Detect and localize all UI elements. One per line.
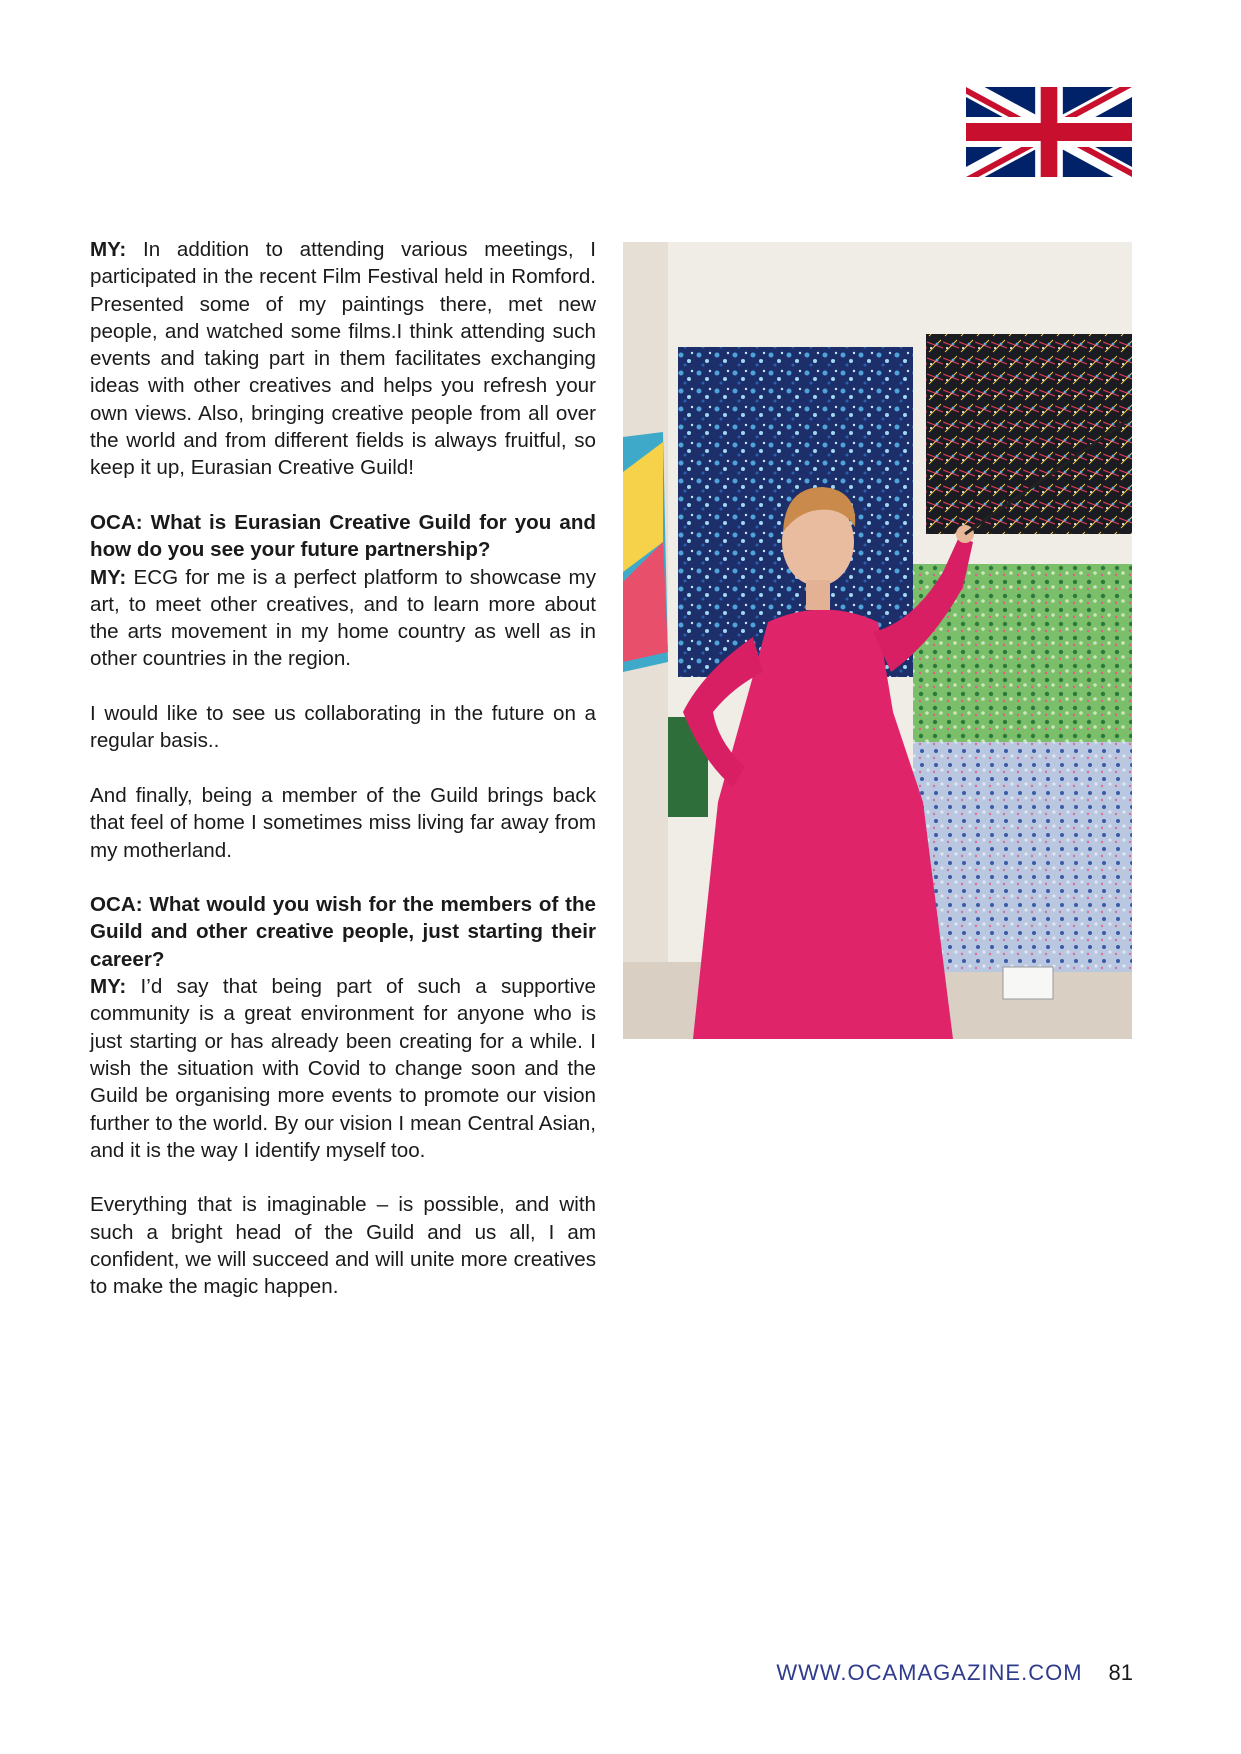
paragraph-collaboration: I would like to see us collaborating in the future on a regular basis.. bbox=[90, 702, 596, 753]
answer-text: ECG for me is a perfect platform to showcase my art, to meet other creatives, and to learn more about the arts movement in my home country as well as in other countries in the region. bbox=[90, 565, 596, 671]
page-footer bbox=[776, 1660, 1133, 1686]
speaker-label: MY: bbox=[90, 565, 127, 589]
artist-photo bbox=[623, 242, 1132, 1039]
paragraph-film-festival bbox=[90, 236, 596, 482]
article-column bbox=[90, 236, 596, 1328]
paragraph-home: And finally, being a member of the Guild brings back that feel of home I sometimes miss living far away from my motherland. bbox=[90, 783, 596, 862]
paragraph-closing: Everything that is imaginable – is possible, and with such a bright head of the Guild and us all, I am confident, we will succeed and will unite more creatives to make the magic happen. bbox=[90, 1193, 596, 1299]
website-link[interactable]: WWW.OCAMAGAZINE.COM bbox=[776, 1660, 1083, 1685]
answer-text: I’d say that being part of such a supportive community is a great environment for anyone who is just starting or has already been creating for a while. I wish the situation with Covid to change soon and the Guild be organising more events to promote our vision further to the world. By our vision I mean Central Asian, and it is the way I identify myself too. bbox=[90, 975, 596, 1162]
uk-flag-icon bbox=[966, 87, 1132, 177]
question-text: OCA: What would you wish for the members of the Guild and other creative people, just starting their career? bbox=[90, 893, 596, 971]
page-number: 81 bbox=[1108, 1660, 1133, 1685]
speaker-label: MY: bbox=[90, 238, 127, 261]
answer-1 bbox=[90, 564, 596, 673]
paragraph-text: In addition to attending various meetings, I participated in the recent Film Festival held in Romford. Presented some of my paintings there, met new people, and watched some films.I think attending such events and taking part in them facilitates exchanging ideas with other creatives and helps you refresh your own views. Also, bringing creative people from all over the world and from different fields is always fruitful, so keep it up, Eurasian Creative Guild! bbox=[90, 238, 596, 480]
question-text: OCA: What is Eurasian Creative Guild for you and how do you see your future partnership? bbox=[90, 510, 596, 562]
question-1 bbox=[90, 509, 596, 564]
answer-2 bbox=[90, 973, 596, 1164]
question-2 bbox=[90, 891, 596, 973]
speaker-label: MY: bbox=[90, 975, 127, 999]
